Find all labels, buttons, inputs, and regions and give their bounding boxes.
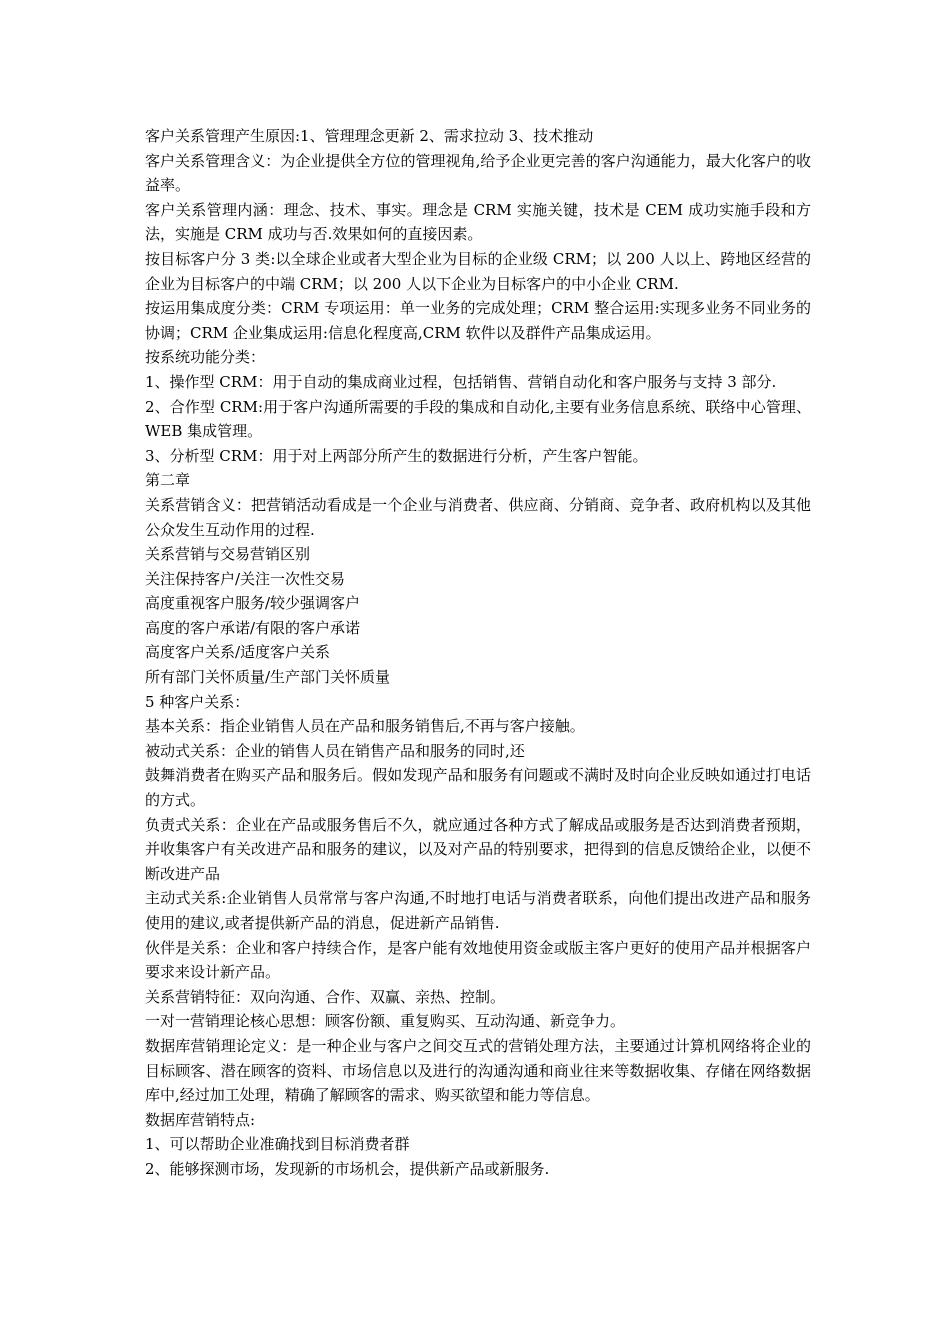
paragraph: 基本关系：指企业销售人员在产品和服务销售后,不再与客户接触。 bbox=[145, 717, 585, 736]
paragraph: 一对一营销理论核心思想：顾客份额、重复购买、互动沟通、新竞争力。 bbox=[145, 1012, 626, 1031]
paragraph: 关系营销特征：双向沟通、合作、双赢、亲热、控制。 bbox=[145, 987, 506, 1006]
paragraph: 高度客户关系/适度客户关系 bbox=[145, 643, 331, 662]
paragraph: 数据库营销理论定义：是一种企业与客户之间交互式的营销处理方法，主要通过计算机网络将企业的目标顾客、潜在顾客的资料、市场信息以及进行的沟通沟通和商业往来等数据收集、存储在网络数据库中,经过加工处理，精确了解顾客的需求、购买欲望和能力等信息。 bbox=[145, 1036, 811, 1105]
paragraph: 高度重视客户服务/较少强调客户 bbox=[145, 594, 361, 613]
paragraph: 负责式关系：企业在产品或服务售后不久，就应通过各种方式了解成品或服务是否达到消费者预期，并收集客户有关改进产品和服务的建议，以及对产品的特别要求，把得到的信息反馈给企业，以便不断改进产品 bbox=[145, 815, 811, 883]
paragraph: 关系营销含义：把营销活动看成是一个企业与消费者、供应商、分销商、竞争者、政府机构以及其他公众发生互动作用的过程. bbox=[145, 495, 811, 539]
paragraph: 被动式关系：企业的销售人员在销售产品和服务的同时,还 bbox=[145, 741, 525, 760]
paragraph: 客户关系管理产生原因:1、管理理念更新 2、需求拉动 3、技术推动 bbox=[145, 127, 594, 145]
paragraph: 数据库营销特点: bbox=[145, 1110, 256, 1129]
paragraph: 鼓舞消费者在购买产品和服务后。假如发现产品和服务有问题或不满时及时向企业反映如通过打电话的方式。 bbox=[145, 766, 811, 810]
paragraph: 关系营销与交易营销区别 bbox=[145, 545, 311, 564]
paragraph: 2、合作型 CRM:用于客户沟通所需要的手段的集成和自动化,主要有业务信息系统、联络中心管理、WEB 集成管理。 bbox=[145, 397, 811, 441]
paragraph: 按系统功能分类： bbox=[145, 348, 266, 367]
paragraph: 关注保持客户/关注一次性交易 bbox=[145, 569, 346, 588]
paragraph: 所有部门关怀质量/生产部门关怀质量 bbox=[145, 668, 391, 687]
paragraph: 1、操作型 CRM：用于自动的集成商业过程，包括销售、营销自动化和客户服务与支持 3 部分. bbox=[145, 372, 777, 391]
paragraph: 按运用集成度分类：CRM 专项运用：单一业务的完成处理；CRM 整合运用:实现多业务不同业务的协调；CRM 企业集成运用:信息化程度高,CRM 软件以及群件产品集成运用。 bbox=[145, 299, 811, 342]
paragraph: 客户关系管理含义：为企业提供全方位的管理视角,给予企业更完善的客户沟通能力，最大化客户的收益率。 bbox=[145, 151, 811, 195]
paragraph: 5 种客户关系： bbox=[145, 692, 250, 711]
paragraph: 按目标客户分 3 类:以全球企业或者大型企业为目标的企业级 CRM；以 200 人以上、跨地区经营的企业为目标客户的中端 CRM；以 200 人以下企业为目标客户的中小企业 CRM. bbox=[145, 249, 811, 293]
paragraph: 3、分析型 CRM：用于对上两部分所产生的数据进行分析，产生客户智能。 bbox=[145, 446, 648, 465]
paragraph: 客户关系管理内涵：理念、技术、事实。理念是 CRM 实施关键，技术是 CEM 成功实施手段和方法，实施是 CRM 成功与否.效果如何的直接因素。 bbox=[145, 200, 811, 244]
paragraph: 高度的客户承诺/有限的客户承诺 bbox=[145, 618, 361, 637]
paragraph: 1、可以帮助企业准确找到目标消费者群 bbox=[145, 1135, 410, 1154]
chapter-heading: 第二章 bbox=[145, 471, 191, 490]
document-page bbox=[145, 124, 811, 1182]
paragraph: 主动式关系:企业销售人员常常与客户沟通,不时地打电话与消费者联系，向他们提出改进产品和服务使用的建议,或者提供新产品的消息，促进新产品销售. bbox=[145, 889, 811, 932]
paragraph: 2、能够探测市场，发现新的市场机会，提供新产品或新服务. bbox=[145, 1159, 550, 1178]
paragraph: 伙伴是关系：企业和客户持续合作，是客户能有效地使用资金或版主客户更好的使用产品并根据客户要求来设计新产品。 bbox=[145, 938, 811, 982]
